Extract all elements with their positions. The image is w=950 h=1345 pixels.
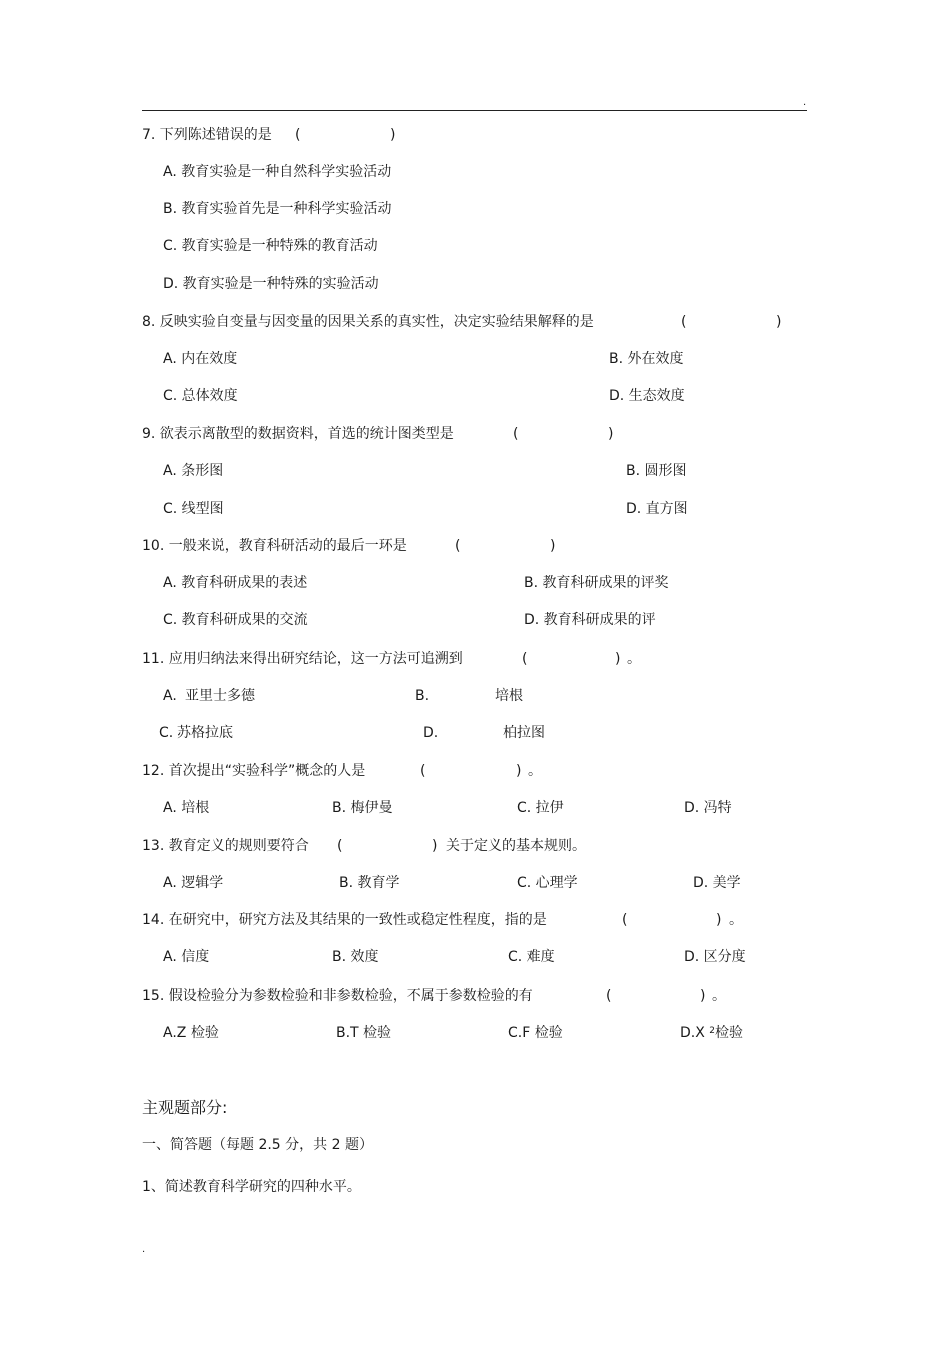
answer-paren-open: (: [606, 988, 612, 1004]
option-a: A. 逻辑学: [163, 875, 224, 891]
option-d-text: 柏拉图: [503, 725, 545, 741]
header-rule: [142, 110, 807, 111]
answer-paren-close: ): [776, 314, 782, 330]
option-d: D. 直方图: [626, 501, 688, 517]
superscript-2: 2: [709, 1026, 716, 1036]
option-c: C.F 检验: [508, 1025, 563, 1041]
option-a: A. 教育实验是一种自然科学实验活动: [163, 164, 392, 180]
question-tail: 。: [712, 988, 726, 1004]
option-b: B. 效度: [332, 949, 379, 965]
question-stem: 15. 假设检验分为参数检验和非参数检验，不属于参数检验的有: [142, 988, 533, 1004]
option-b: B. 外在效度: [609, 351, 684, 367]
answer-paren-open: (: [420, 763, 426, 779]
option-d-suffix: 检验: [715, 1025, 744, 1041]
option-d: [680, 1023, 743, 1043]
question-tail: 关于定义的基本规则。: [446, 838, 586, 854]
subjective-heading: 主观题部分:: [142, 1098, 228, 1117]
option-a: A. 信度: [163, 949, 210, 965]
option-c: C. 教育实验是一种特殊的教育活动: [163, 238, 378, 254]
answer-paren-open: (: [337, 838, 343, 854]
option-a-letter: A.: [163, 688, 177, 704]
option-d: D. 冯特: [684, 800, 732, 816]
option-b: B. 教育实验首先是一种科学实验活动: [163, 201, 392, 217]
short-answer-item-1: 1、简述教育科学研究的四种水平。: [142, 1179, 361, 1195]
section-title: 一、简答题（每题 2.5 分，共 2 题）: [142, 1137, 373, 1153]
option-b: B. 教育学: [339, 875, 400, 891]
option-a: A. 教育科研成果的表述: [163, 575, 308, 591]
option-d: D. 教育实验是一种特殊的实验活动: [163, 276, 379, 292]
option-c: C. 线型图: [163, 501, 224, 517]
option-d: D. 生态效度: [609, 388, 685, 404]
option-d-letter: D.: [423, 725, 439, 741]
answer-paren-close: ): [432, 838, 438, 854]
option-b: B. 教育科研成果的评奖: [524, 575, 669, 591]
question-stem: 9. 欲表示离散型的数据资料，首选的统计图类型是: [142, 426, 454, 442]
answer-paren-close: ): [608, 426, 614, 442]
option-d: D. 区分度: [684, 949, 746, 965]
option-a: A. 培根: [163, 800, 210, 816]
option-d: D. 美学: [693, 875, 741, 891]
option-d: D. 教育科研成果的评: [524, 612, 656, 628]
option-d-prefix: D.X: [680, 1025, 710, 1041]
option-c-text: 苏格拉底: [177, 725, 233, 741]
answer-paren-open: (: [681, 314, 687, 330]
question-tail: 。: [627, 651, 641, 667]
question-stem: 8. 反映实验自变量与因变量的因果关系的真实性，决定实验结果解释的是: [142, 314, 594, 330]
option-b-text: 培根: [495, 688, 523, 704]
option-c: C. 心理学: [517, 875, 578, 891]
answer-paren-open: (: [455, 538, 461, 554]
answer-paren-close: ): [390, 127, 396, 143]
option-a: A. 条形图: [163, 463, 224, 479]
question-stem: 12. 首次提出“实验科学”概念的人是: [142, 763, 366, 779]
option-b: B. 梅伊曼: [332, 800, 393, 816]
question-stem: 14. 在研究中，研究方法及其结果的一致性或稳定性程度，指的是: [142, 912, 547, 928]
option-a: A. 内在效度: [163, 351, 238, 367]
answer-paren-close: ): [615, 651, 621, 667]
question-stem: 7. 下列陈述错误的是: [142, 127, 272, 143]
answer-paren-open: (: [522, 651, 528, 667]
answer-paren-close: ): [516, 763, 522, 779]
option-c: C. 难度: [508, 949, 555, 965]
question-stem: 10. 一般来说，教育科研活动的最后一环是: [142, 538, 407, 554]
answer-paren-close: ): [716, 912, 722, 928]
option-c: C. 拉伊: [517, 800, 564, 816]
option-c-letter: C.: [159, 725, 174, 741]
question-tail: 。: [729, 912, 743, 928]
option-a-text: 亚里士多德: [185, 688, 255, 704]
answer-paren-close: ): [550, 538, 556, 554]
question-tail: 。: [528, 763, 542, 779]
option-c: C. 总体效度: [163, 388, 238, 404]
question-stem: 13. 教育定义的规则要符合: [142, 838, 309, 854]
option-a: A.Z 检验: [163, 1025, 219, 1041]
footer-mark: .: [142, 1244, 146, 1255]
answer-paren-open: (: [622, 912, 628, 928]
option-b-letter: B.: [415, 688, 430, 704]
answer-paren-open: (: [513, 426, 519, 442]
option-b: B.T 检验: [336, 1025, 392, 1041]
option-b: B. 圆形图: [626, 463, 687, 479]
answer-paren-close: ): [700, 988, 706, 1004]
header-mark: .: [803, 97, 807, 108]
question-stem: 11. 应用归纳法来得出研究结论，这一方法可追溯到: [142, 651, 463, 667]
answer-paren-open: (: [295, 127, 301, 143]
option-c: C. 教育科研成果的交流: [163, 612, 308, 628]
